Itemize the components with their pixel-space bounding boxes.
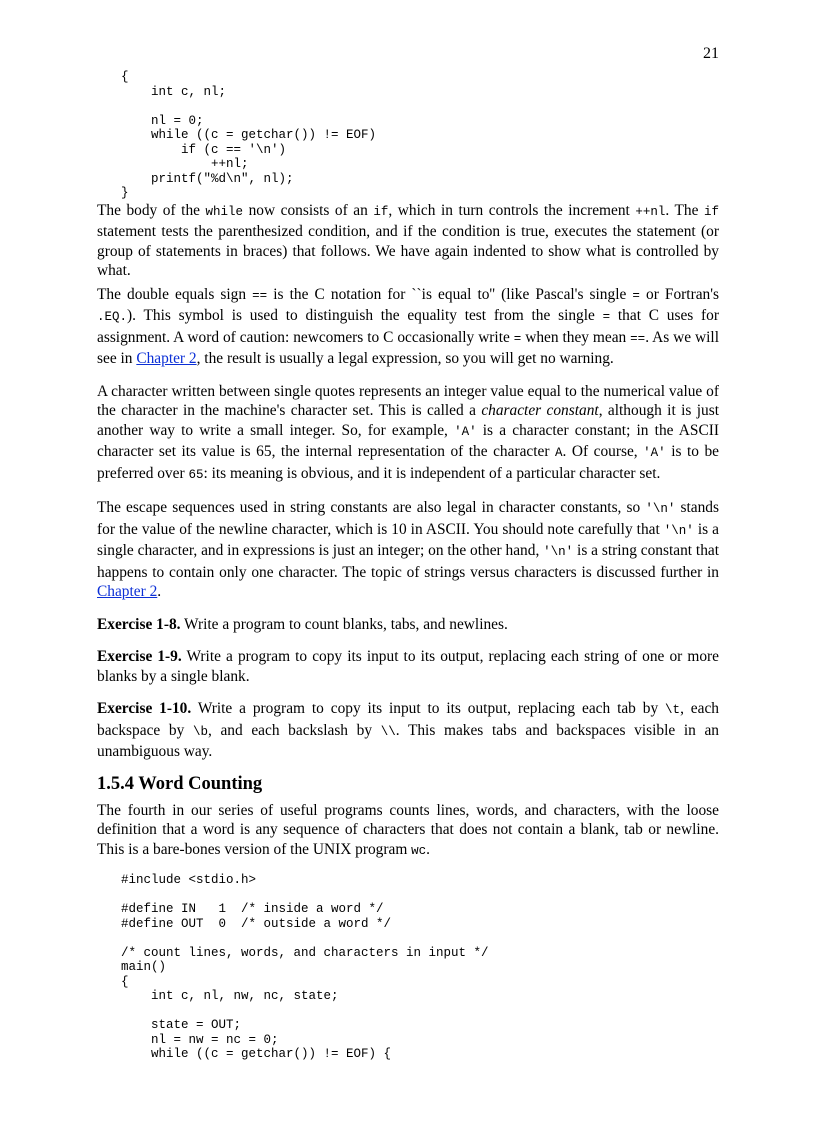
section-title: 1.5.4 Word Counting <box>97 773 263 794</box>
exercise-1-8: Exercise 1-8. Write a program to count blanks, tabs, and newlines. <box>97 615 508 633</box>
paragraph-while-body: The body of the while now consists of an if, which in turn controls the increment ++nl. The if statement tests the parenthesized condition, and if the condition is true, executes the statement (or group of statements in braces) that follows. We have again indented to show what is controlled by what. <box>97 201 719 279</box>
page-content <box>97 70 719 1062</box>
chapter-2-link[interactable]: Chapter 2 <box>136 350 197 367</box>
code-block-line-count: { int c, nl; nl = 0; while ((c = getchar()) != EOF) if (c == '\n') ++nl; printf("%d\n", nl); } <box>121 70 377 200</box>
exercise-1-9: Exercise 1-9. Write a program to copy its input to its output, replacing each string of one or more blanks by a single blank. <box>97 648 719 685</box>
paragraph-escape-sequences: The escape sequences used in string constants are also legal in character constants, so '\n' stands for the value of the newline character, which is 10 in ASCII. You should note carefully that '\n' is a single character, and in expressions is just an integer; on the other hand, '\n' is a string constant that happens to contain only one character. The topic of strings versus characters is discussed further in Chapter 2. <box>97 499 720 600</box>
chapter-2-link-2[interactable]: Chapter 2 <box>97 583 158 600</box>
paragraph-word-counting: The fourth in our series of useful programs counts lines, words, and characters, with the loose definition that a word is any sequence of characters that does not contain a blank, tab or newline. This is a bare-bones version of the UNIX program wc. <box>97 801 719 858</box>
page-number: 21 <box>703 45 719 62</box>
code-block-word-count: #include <stdio.h> #define IN 1 /* inside a word */ #define OUT 0 /* outside a word */ /* count lines, words, and characters in input */ main() { int c, nl, nw, nc, state; state = OUT; nl = nw = nc = 0; while ((c = getchar()) != EOF) { <box>121 873 489 1061</box>
paragraph-character-constant: A character written between single quotes represents an integer value equal to the numerical value of the character in the machine's character set. This is called a character constant, although it is just another way to write a small integer. So, for example, 'A' is a character constant; in the ASCII character set its value is 65, the internal representation of the character A. Of course, 'A' is to be preferred over 65: its meaning is obvious, and it is independent of a particular character set. <box>97 382 719 482</box>
paragraph-double-equals: The double equals sign == is the C notation for ``is equal to'' (like Pascal's single = or Fortran's .EQ.). This symbol is used to distinguish the equality test from the single = that C uses for assignment. A word of caution: newcomers to C occasionally write = when they mean ==. As we will see in Chapter 2, the result is usually a legal expression, so you will get no warning. <box>97 285 720 367</box>
exercise-1-10: Exercise 1-10. Write a program to copy its input to its output, replacing each tab by \t, each backspace by \b, and each backslash by \\. This makes tabs and backspaces visible in an unambiguous way. <box>97 700 719 760</box>
